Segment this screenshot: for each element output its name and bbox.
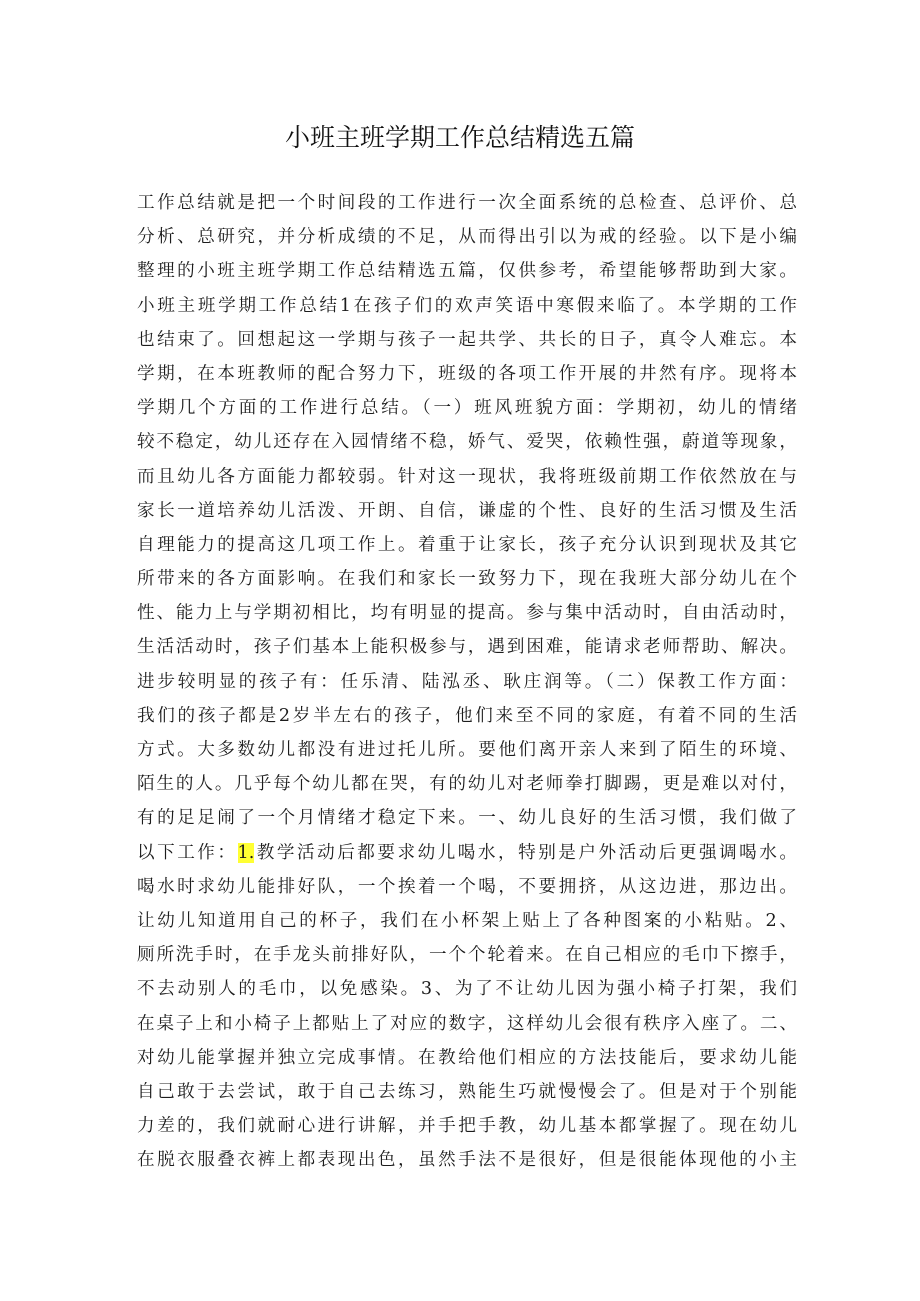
text-line: 所带来的各方面影响。在我们和家长一致努力下，现在我班大部分幼儿在个 bbox=[137, 569, 797, 590]
text-line-rest: 教学活动后都要求幼儿喝水，特别是户外活动后更强调喝水。 bbox=[254, 842, 797, 863]
text-line: 不去动别人的毛巾，以免感染。3、为了不让幼儿因为强小椅子打架，我们 bbox=[137, 979, 797, 1000]
text-line-lead: 以下工作： bbox=[137, 842, 238, 863]
text-line: 学期几个方面的工作进行总结。（一）班风班貌方面：学期初，幼儿的情绪 bbox=[137, 398, 797, 419]
text-line: 方式。大多数幼儿都没有进过托儿所。要他们离开亲人来到了陌生的环境、 bbox=[137, 740, 797, 760]
text-line: 自己敢于去尝试，敢于自己去练习，熟能生巧就慢慢会了。但是对于个别能 bbox=[137, 1081, 797, 1102]
text-line: 对幼儿能掌握并独立完成事情。在教给他们相应的方法技能后，要求幼儿能 bbox=[137, 1047, 797, 1068]
text-line: 自理能力的提高这几项工作上。着重于让家长，孩子充分认识到现状及其它 bbox=[137, 534, 797, 555]
text-line: 较不稳定，幼儿还存在入园情绪不稳，娇气、爱哭，依赖性强，蔚道等现象， bbox=[137, 432, 797, 453]
document-body bbox=[137, 186, 797, 1177]
text-line: 学期，在本班教师的配合努力下，班级的各项工作开展的井然有序。现将本 bbox=[137, 363, 797, 384]
text-line: 生活活动时，孩子们基本上能积极参与，遇到困难，能请求老师帮助、解决。 bbox=[137, 637, 797, 658]
text-line bbox=[137, 836, 797, 870]
text-line: 有的足足闹了一个月情绪才稳定下来。一、幼儿良好的生活习惯，我们做了 bbox=[137, 808, 797, 829]
highlighted-text: 1. bbox=[237, 842, 255, 863]
text-line: 让幼儿知道用自己的杯子，我们在小杯架上贴上了各种图案的小粘贴。2、 bbox=[137, 910, 797, 931]
text-line: 工作总结就是把一个时间段的工作进行一次全面系统的总检查、总评价、总 bbox=[137, 193, 797, 213]
text-line: 力差的，我们就耐心进行讲解，并手把手教，幼儿基本都掌握了。现在幼儿 bbox=[137, 1116, 797, 1137]
text-line: 陌生的人。几乎每个幼儿都在哭，有的幼儿对老师拳打脚踢，更是难以对付， bbox=[137, 774, 797, 795]
text-line: 我们的孩子都是2岁半左右的孩子，他们来至不同的家庭，有着不同的生活 bbox=[137, 705, 797, 726]
text-line: 整理的小班主班学期工作总结精选五篇，仅供参考，希望能够帮助到大家。 bbox=[137, 261, 797, 282]
text-line: 厕所洗手时，在手龙头前排好队，一个个轮着来。在自己相应的毛巾下擦手， bbox=[137, 945, 797, 966]
text-line: 而且幼儿各方面能力都较弱。针对这一现状，我将班级前期工作依然放在与 bbox=[137, 466, 797, 487]
text-line: 小班主班学期工作总结1在孩子们的欢声笑语中寒假来临了。本学期的工作 bbox=[137, 295, 797, 316]
text-line: 进步较明显的孩子有：任乐清、陆泓丞、耿庄润等。（二）保教工作方面： bbox=[137, 671, 797, 692]
text-line: 喝水时求幼儿能排好队，一个挨着一个喝，不要拥挤，从这边进，那边出。 bbox=[137, 876, 797, 897]
document-title: 小班主班学期工作总结精选五篇 bbox=[284, 123, 635, 152]
text-line: 在脱衣服叠衣裤上都表现出色，虽然手法不是很好，但是很能体现他的小主 bbox=[137, 1150, 797, 1171]
text-line: 性、能力上与学期初相比，均有明显的提高。参与集中活动时，自由活动时， bbox=[137, 603, 797, 624]
text-line: 家长一道培养幼儿活泼、开朗、自信，谦虚的个性、良好的生活习惯及生活 bbox=[137, 500, 797, 521]
text-line: 分析、总研究，并分析成绩的不足，从而得出引以为戒的经验。以下是小编 bbox=[137, 227, 797, 248]
text-line: 也结束了。回想起这一学期与孩子一起共学、共长的日子，真令人难忘。本 bbox=[137, 329, 797, 350]
text-line: 在桌子上和小椅子上都贴上了对应的数字，这样幼儿会很有秩序入座了。二、 bbox=[137, 1013, 797, 1034]
